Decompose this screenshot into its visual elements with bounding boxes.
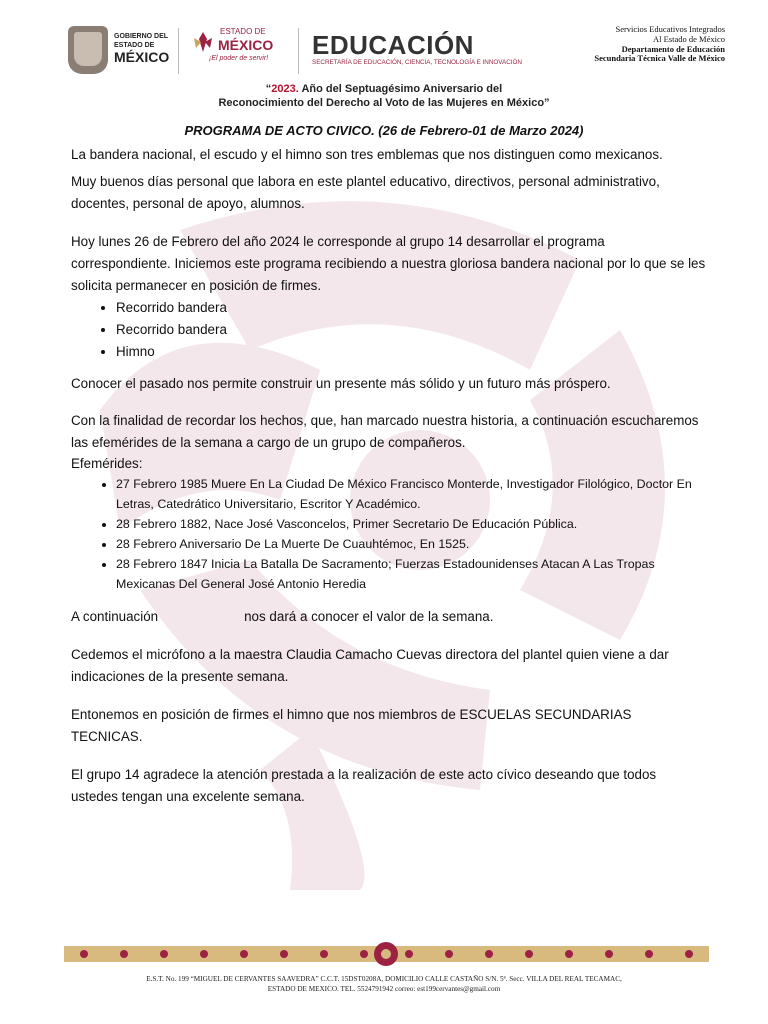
efemerides-list [71,474,706,594]
program-title: PROGRAMA DE ACTO CIVICO. (26 de Febrero-01 de Marzo 2024) [184,123,584,138]
gobierno-logo-text: GOBIERNO DEL ESTADO DE MÉXICO [114,33,170,65]
list-item: • Himno [116,341,706,363]
decorative-footer-band [64,940,709,968]
letterhead [0,0,768,80]
edomex-slogan: ¡El poder de servir! [209,55,269,62]
educacion-subtitle: SECRETARÍA DE EDUCACIÓN, CIENCIA, TECNOLOGÍA E INNOVACIÓN [312,59,522,66]
year-title: “2023. Año del Septuagésimo Aniversario del Reconocimiento del Derecho al Voto de las Mujeres en México” [218,83,550,109]
paragraph: A continuación nos dará a conocer el valor de la semana. [71,609,494,624]
institution-info: Servicios Educativos Integrados Al Estado de México Departamento de Educación Secundaria Técnica Valle de México [594,24,725,64]
list-item: • 27 Febrero 1985 Muere En La Ciudad De México Francisco Monterde, Investigador Filológico, Doctor En Letras, Catedrático Universitario, Escritor Y Académico. [116,474,706,514]
list-item: • Recorrido bandera [116,297,706,319]
paragraph: Entonemos en posición de firmes el himno que nos miembros de ESCUELAS SECUNDARIAS TECNICAS. [71,707,632,744]
state-seal-logo [68,26,108,74]
paragraph: El grupo 14 agradece la atención prestada a la realización de este acto cívico deseando que todos ustedes tengan una excelente semana. [71,767,657,804]
list-item: • 28 Febrero 1847 Inicia La Batalla De Sacramento; Fuerzas Estadounidenses Atacan A Las Tropas Mexicanas Del General José Antonio Heredia [116,554,706,594]
list-item: • 28 Febrero Aniversario De La Muerte De Cuauhtémoc, En 1525. [116,534,706,554]
efemerides-label: Efemérides: [71,456,143,471]
edomex-flower-logo [192,30,214,54]
edomex-label-top: ESTADO DE [220,27,266,36]
list-item: • Recorrido bandera [116,319,706,341]
paragraph: La bandera nacional, el escudo y el himno son tres emblemas que nos distinguen como mexicanos. [71,147,663,162]
paragraph: Muy buenos días personal que labora en este plantel educativo, directivos, personal administrativo, docentes, personal de apoyo, alumnos. [71,174,660,211]
document-body [71,144,706,808]
header-divider [178,28,179,74]
footer-address: E.S.T. No. 199 “MIGUEL DE CERVANTES SAAVEDRA” C.C.T. 15DST0208A, DOMICILIO CALLE CASTAÑO S/N. 5ª. Secc. VILLA DEL REAL TECAMAC, ESTADO DE MEXICO. TEL. 5524791942 correo: est199cervantes@gmail.com [146,975,622,993]
educacion-title: EDUCACIÓN [312,30,474,60]
bullet-list [71,297,706,363]
list-item: • 28 Febrero 1882, Nace José Vasconcelos, Primer Secretario De Educación Pública. [116,514,706,534]
paragraph: Con la finalidad de recordar los hechos, que, han marcado nuestra historia, a continuación escucharemos las efemérides de la semana a cargo de un grupo de compañeros. [71,413,699,450]
edomex-label-main: MÉXICO [218,37,274,53]
paragraph: Hoy lunes 26 de Febrero del año 2024 le corresponde al grupo 14 desarrollar el programa correspondiente. Iniciemos este programa recibiendo a nuestra gloriosa bandera nacional por lo que se les solicita permanecer en posición de firmes. [71,234,706,293]
paragraph: Conocer el pasado nos permite construir un presente más sólido y un futuro más próspero. [71,376,611,391]
header-divider [298,28,299,74]
paragraph: Cedemos el micrófono a la maestra Claudia Camacho Cuevas directora del plantel quien viene a dar indicaciones de la presente semana. [71,647,669,684]
